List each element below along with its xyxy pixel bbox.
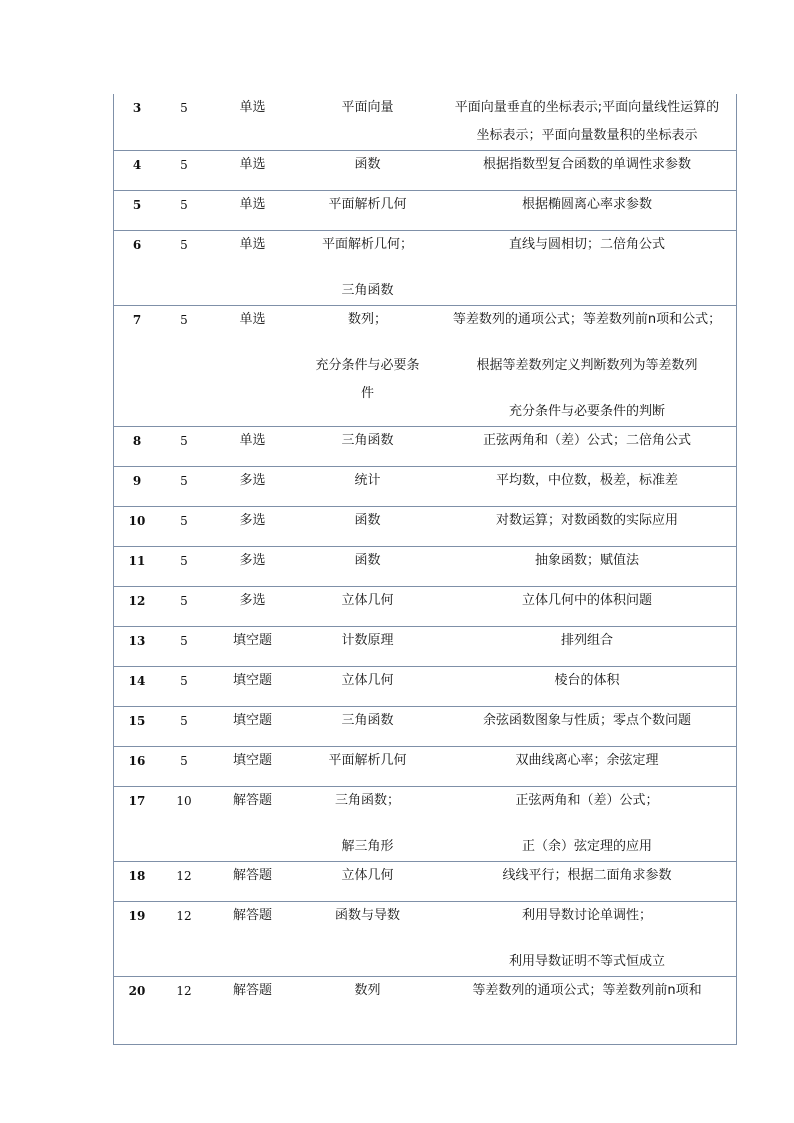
knowledge-point-cell (438, 306, 737, 427)
question-number-cell: 16 (114, 747, 161, 787)
topic-line: 解三角形 (341, 839, 394, 854)
topic-line: 立体几何 (341, 673, 394, 688)
question-type-cell: 单选 (208, 231, 297, 306)
knowledge-point-line: 根据等差数列定义判断数列为等差数列 (476, 358, 698, 373)
topic-line (297, 815, 438, 833)
question-type-cell: 填空题 (208, 707, 297, 747)
knowledge-point-line: 正弦两角和（差）公式；二倍角公式 (482, 433, 691, 448)
table-row (114, 707, 737, 747)
question-number-cell: 20 (114, 977, 161, 1045)
topic-cell (297, 902, 438, 977)
topic-line (297, 334, 438, 352)
topic-cell (297, 467, 438, 507)
question-number-cell: 9 (114, 467, 161, 507)
question-type-cell: 多选 (208, 587, 297, 627)
knowledge-point-line: 充分条件与必要条件的判断 (508, 404, 665, 419)
question-type-cell: 多选 (208, 547, 297, 587)
knowledge-point-cell (438, 94, 737, 151)
topic-cell (297, 747, 438, 787)
question-number-cell: 12 (114, 587, 161, 627)
question-type-cell: 单选 (208, 306, 297, 427)
topic-line: 三角函数 (341, 283, 394, 298)
topic-line: 平面解析几何； (321, 237, 413, 252)
score-cell: 5 (160, 306, 208, 427)
knowledge-point-line: 抽象函数；赋值法 (534, 553, 639, 568)
table-row (114, 747, 737, 787)
question-type-cell: 单选 (208, 94, 297, 151)
table-row (114, 787, 737, 862)
question-type-cell: 解答题 (208, 902, 297, 977)
knowledge-point-line (438, 380, 736, 398)
topic-cell (297, 787, 438, 862)
knowledge-point-line: 利用导数证明不等式恒成立 (508, 954, 665, 969)
knowledge-point-line: 棱台的体积 (554, 673, 620, 688)
question-type-cell: 解答题 (208, 787, 297, 862)
knowledge-point-cell (438, 507, 737, 547)
topic-cell (297, 94, 438, 151)
exam-analysis-table (113, 94, 737, 1045)
topic-cell (297, 547, 438, 587)
question-number-cell: 3 (114, 94, 161, 151)
knowledge-point-line: 立体几何中的体积问题 (521, 593, 652, 608)
knowledge-point-line: 正（余）弦定理的应用 (521, 839, 652, 854)
question-number-cell: 13 (114, 627, 161, 667)
topic-cell (297, 507, 438, 547)
topic-line: 充分条件与必要条 (315, 358, 420, 373)
score-cell: 12 (160, 862, 208, 902)
topic-cell (297, 306, 438, 427)
table-body (114, 94, 737, 1045)
question-type-cell: 解答题 (208, 977, 297, 1045)
knowledge-point-cell (438, 667, 737, 707)
table-row (114, 627, 737, 667)
score-cell: 5 (160, 231, 208, 306)
question-number-cell: 17 (114, 787, 161, 862)
topic-line: 三角函数； (334, 793, 400, 808)
table-row (114, 862, 737, 902)
knowledge-point-cell (438, 151, 737, 191)
knowledge-point-cell (438, 547, 737, 587)
score-cell: 5 (160, 587, 208, 627)
knowledge-point-line: 线线平行；根据二面角求参数 (502, 868, 672, 883)
knowledge-point-line: 余弦函数图象与性质；零点个数问题 (482, 713, 691, 728)
topic-line: 立体几何 (341, 868, 394, 883)
knowledge-point-line: 等差数列的通项公式；等差数列前n项和 (472, 983, 702, 998)
score-cell: 5 (160, 707, 208, 747)
knowledge-point-line (438, 815, 736, 833)
question-number-cell: 19 (114, 902, 161, 977)
knowledge-point-line: 根据指数型复合函数的单调性求参数 (482, 157, 691, 172)
topic-line: 三角函数 (341, 713, 394, 728)
topic-line: 平面解析几何 (328, 197, 407, 212)
knowledge-point-line (438, 930, 736, 948)
table-row (114, 467, 737, 507)
knowledge-point-cell (438, 977, 737, 1045)
knowledge-point-cell (438, 467, 737, 507)
question-type-cell: 多选 (208, 467, 297, 507)
topic-line: 三角函数 (341, 433, 394, 448)
table-row (114, 667, 737, 707)
topic-cell (297, 587, 438, 627)
topic-cell (297, 427, 438, 467)
score-cell: 5 (160, 467, 208, 507)
question-type-cell: 填空题 (208, 667, 297, 707)
score-cell: 5 (160, 747, 208, 787)
question-number-cell: 15 (114, 707, 161, 747)
table-row (114, 151, 737, 191)
question-type-cell: 填空题 (208, 747, 297, 787)
question-type-cell: 单选 (208, 427, 297, 467)
score-cell: 5 (160, 151, 208, 191)
knowledge-point-cell (438, 587, 737, 627)
question-number-cell: 5 (114, 191, 161, 231)
topic-line: 计数原理 (341, 633, 394, 648)
topic-line: 函数与导数 (334, 908, 400, 923)
score-cell: 5 (160, 94, 208, 151)
knowledge-point-line: 正弦两角和（差）公式； (515, 793, 659, 808)
question-type-cell: 单选 (208, 191, 297, 231)
question-type-cell: 填空题 (208, 627, 297, 667)
topic-line: 立体几何 (341, 593, 394, 608)
knowledge-point-cell (438, 231, 737, 306)
topic-line: 函数 (354, 553, 381, 568)
question-number-cell: 6 (114, 231, 161, 306)
question-type-cell: 单选 (208, 151, 297, 191)
knowledge-point-cell (438, 862, 737, 902)
knowledge-point-line: 根据椭圆离心率求参数 (521, 197, 652, 212)
knowledge-point-cell (438, 787, 737, 862)
question-number-cell: 4 (114, 151, 161, 191)
score-cell: 5 (160, 667, 208, 707)
topic-line: 数列； (347, 312, 387, 327)
knowledge-point-line (438, 334, 736, 352)
knowledge-point-cell (438, 627, 737, 667)
topic-line: 统计 (354, 473, 381, 488)
topic-line: 平面解析几何 (328, 753, 407, 768)
score-cell: 5 (160, 427, 208, 467)
topic-line: 函数 (354, 513, 381, 528)
knowledge-point-line: 直线与圆相切；二倍角公式 (508, 237, 665, 252)
question-type-cell: 多选 (208, 507, 297, 547)
score-cell: 10 (160, 787, 208, 862)
score-cell: 5 (160, 547, 208, 587)
question-number-cell: 14 (114, 667, 161, 707)
knowledge-point-cell (438, 707, 737, 747)
topic-line: 函数 (354, 157, 381, 172)
knowledge-point-line: 双曲线离心率；余弦定理 (515, 753, 659, 768)
table-row (114, 94, 737, 151)
knowledge-point-line: 平均数，中位数，极差，标准差 (495, 473, 678, 488)
question-number-cell: 11 (114, 547, 161, 587)
table-row (114, 191, 737, 231)
topic-line: 数列 (354, 983, 381, 998)
score-cell: 12 (160, 902, 208, 977)
table-row (114, 427, 737, 467)
table-row (114, 977, 737, 1045)
topic-line: 平面向量 (341, 100, 394, 115)
score-cell: 5 (160, 627, 208, 667)
topic-cell (297, 707, 438, 747)
topic-cell (297, 191, 438, 231)
topic-cell (297, 151, 438, 191)
question-number-cell: 10 (114, 507, 161, 547)
question-number-cell: 18 (114, 862, 161, 902)
table-row (114, 507, 737, 547)
knowledge-point-line: 坐标表示；平面向量数量积的坐标表示 (476, 128, 698, 143)
table-row (114, 902, 737, 977)
topic-cell (297, 627, 438, 667)
knowledge-point-cell (438, 427, 737, 467)
topic-cell (297, 667, 438, 707)
question-type-cell: 解答题 (208, 862, 297, 902)
score-cell: 5 (160, 507, 208, 547)
knowledge-point-cell (438, 191, 737, 231)
topic-cell (297, 862, 438, 902)
question-number-cell: 7 (114, 306, 161, 427)
knowledge-point-line: 对数运算；对数函数的实际应用 (495, 513, 678, 528)
score-cell: 12 (160, 977, 208, 1045)
topic-line: 件 (360, 386, 374, 401)
table-row (114, 587, 737, 627)
knowledge-point-cell (438, 747, 737, 787)
knowledge-point-line: 排列组合 (560, 633, 613, 648)
knowledge-point-line: 等差数列的通项公式；等差数列前n项和公式； (452, 312, 722, 327)
table-row (114, 547, 737, 587)
score-cell: 5 (160, 191, 208, 231)
table-row (114, 231, 737, 306)
question-number-cell: 8 (114, 427, 161, 467)
topic-cell (297, 231, 438, 306)
topic-line (297, 259, 438, 277)
table-row (114, 306, 737, 427)
knowledge-point-line: 平面向量垂直的坐标表示;平面向量线性运算的 (454, 100, 720, 115)
knowledge-point-cell (438, 902, 737, 977)
knowledge-point-line: 利用导数讨论单调性； (521, 908, 652, 923)
topic-cell (297, 977, 438, 1045)
